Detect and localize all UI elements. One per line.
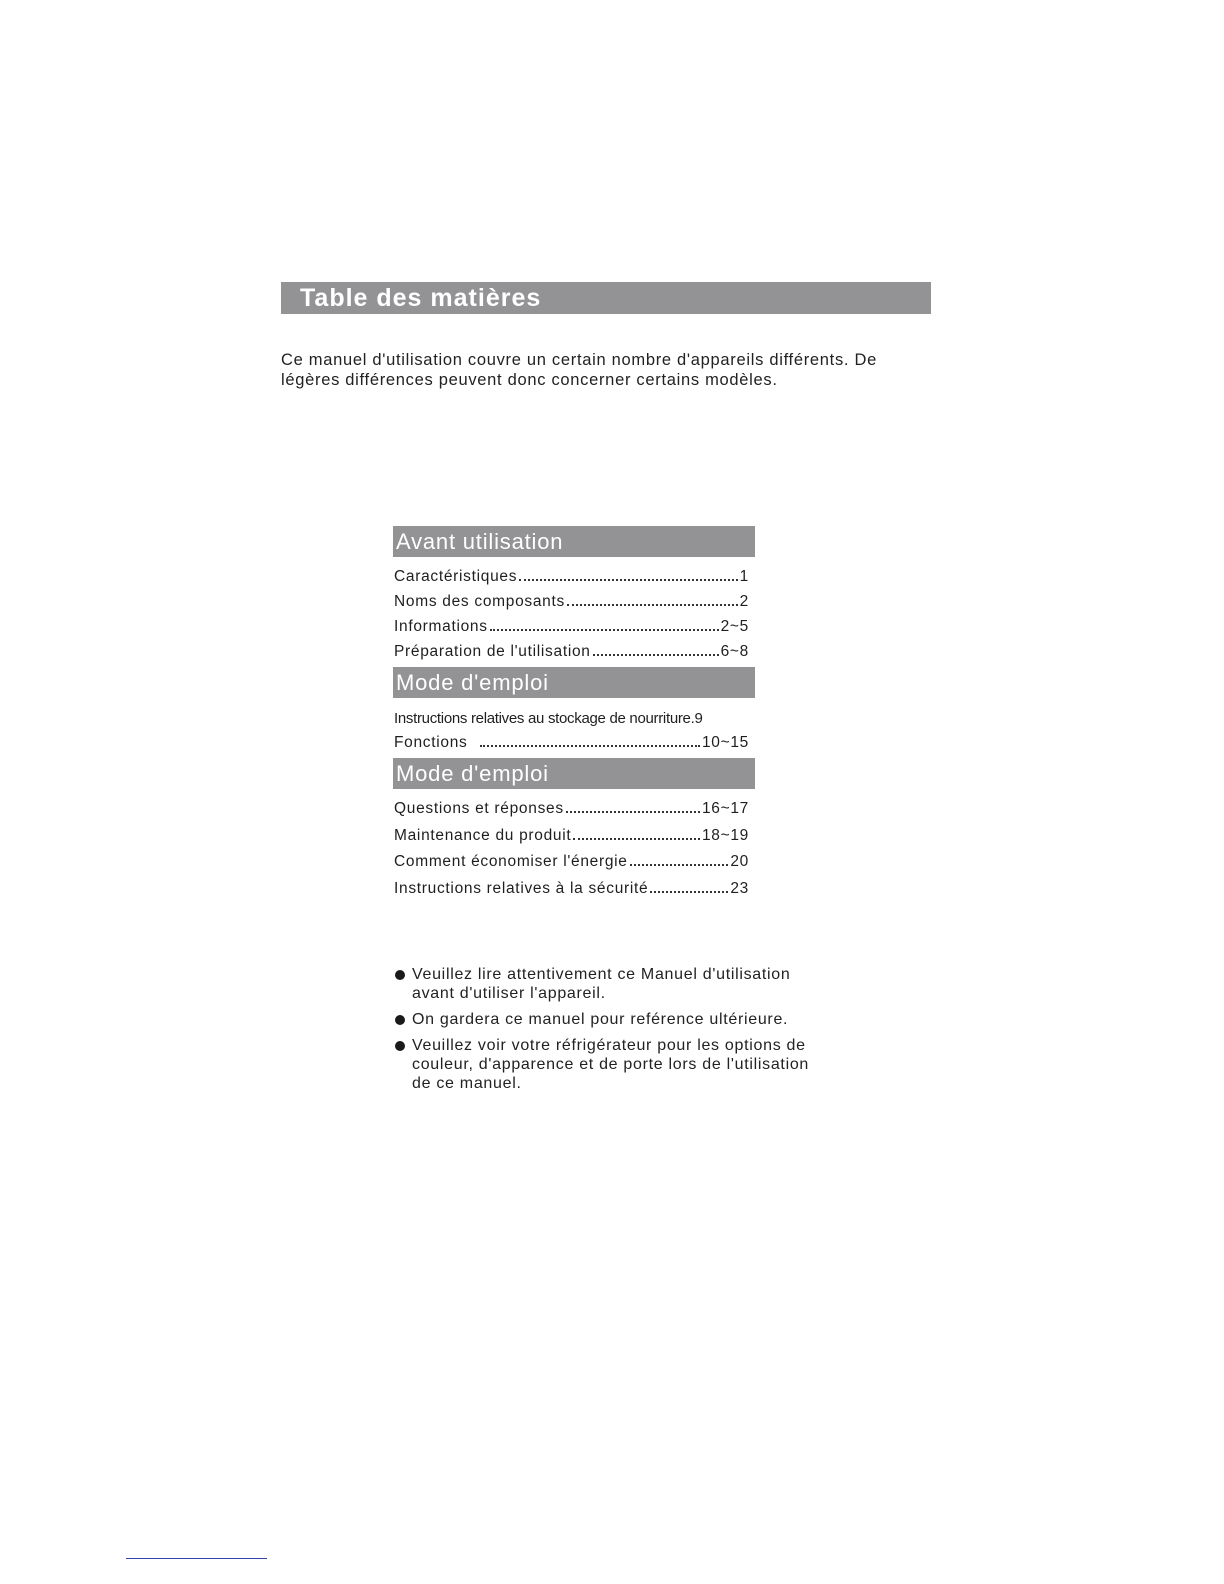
toc-entry-label: Préparation de l'utilisation [394, 643, 591, 660]
bullet-icon [395, 1041, 405, 1051]
toc-entry-page: 2~5 [720, 618, 749, 635]
toc-section-title: Mode d'emploi [396, 670, 549, 695]
toc-section-usage-2 [393, 758, 755, 898]
page-title-bar [281, 282, 931, 314]
toc-entry-page: 16~17 [701, 800, 749, 817]
toc-section-usage [393, 667, 755, 752]
note-item [395, 1036, 835, 1093]
dot-leader [480, 745, 700, 747]
intro-line: Ce manuel d'utilisation couvre un certain nombre d'appareils différents. De [281, 351, 877, 369]
toc-entry[interactable] [393, 871, 749, 898]
toc-section-header [393, 667, 755, 698]
table-of-contents [393, 526, 755, 904]
dot-leader [573, 838, 700, 840]
toc-entry-page: 1 [739, 568, 749, 585]
note-item [395, 965, 835, 1003]
toc-entry-label: Questions et réponses [394, 800, 564, 817]
toc-entry-page: 2 [739, 593, 749, 610]
toc-entry[interactable] [393, 845, 749, 871]
footer-rule [126, 1558, 267, 1559]
toc-entry-page: 18~19 [701, 827, 749, 844]
toc-entry-page: 20 [730, 853, 749, 870]
toc-entry-label: Comment économiser l'énergie [394, 853, 628, 870]
toc-entry[interactable] [393, 636, 749, 661]
toc-section-header [393, 526, 755, 557]
intro-line: légères différences peuvent donc concerner certains modèles. [281, 371, 778, 389]
toc-entry[interactable] [393, 561, 749, 586]
toc-entry-label: Maintenance du produit [394, 827, 572, 844]
note-line: avant d'utiliser l'appareil. [412, 985, 606, 1002]
toc-entry[interactable] [393, 793, 749, 818]
dot-leader [519, 579, 737, 581]
toc-entry[interactable] [393, 818, 749, 845]
dot-leader [567, 604, 738, 606]
note-item [395, 1010, 835, 1029]
toc-entry[interactable] [393, 702, 749, 727]
note-line: Veuillez lire attentivement ce Manuel d'utilisation [412, 966, 791, 983]
dot-leader [650, 891, 728, 893]
bullet-icon [395, 970, 405, 980]
dot-leader [593, 654, 719, 656]
note-line: couleur, d'apparence et de porte lors de l'utilisation [412, 1056, 810, 1073]
note-line: Veuillez voir votre réfrigérateur pour les options de [412, 1037, 806, 1054]
toc-entry-page: 23 [730, 880, 749, 897]
toc-entry-label: Instructions relatives au stockage de nourriture. [394, 710, 695, 727]
dot-leader [490, 629, 719, 631]
toc-entry-page: 6~8 [720, 643, 749, 660]
bullet-icon [395, 1015, 405, 1025]
toc-entry[interactable] [393, 611, 749, 636]
toc-entry-label: Instructions relatives à la sécurité [394, 880, 649, 897]
toc-entry-label: Fonctions [394, 734, 468, 751]
toc-entry-label: Caractéristiques [394, 568, 518, 585]
dot-leader [630, 864, 729, 866]
note-line: de ce manuel. [412, 1075, 522, 1092]
dot-leader [566, 811, 700, 813]
toc-entry-page: 10~15 [701, 734, 749, 751]
toc-section-before-use [393, 526, 755, 661]
notes-list [395, 965, 835, 1100]
toc-section-title: Avant utilisation [396, 529, 564, 554]
toc-section-title: Mode d'emploi [396, 761, 549, 786]
toc-entry-label: Noms des composants [394, 593, 565, 610]
toc-section-header [393, 758, 755, 789]
toc-entry-label: Informations [394, 618, 488, 635]
note-line: On gardera ce manuel pour reférence ultérieure. [412, 1011, 789, 1028]
toc-entry[interactable] [393, 586, 749, 611]
toc-entry[interactable] [393, 727, 749, 752]
page-title: Table des matières [300, 284, 542, 312]
toc-entry-page: 9 [694, 710, 703, 727]
intro-paragraph [281, 350, 931, 390]
